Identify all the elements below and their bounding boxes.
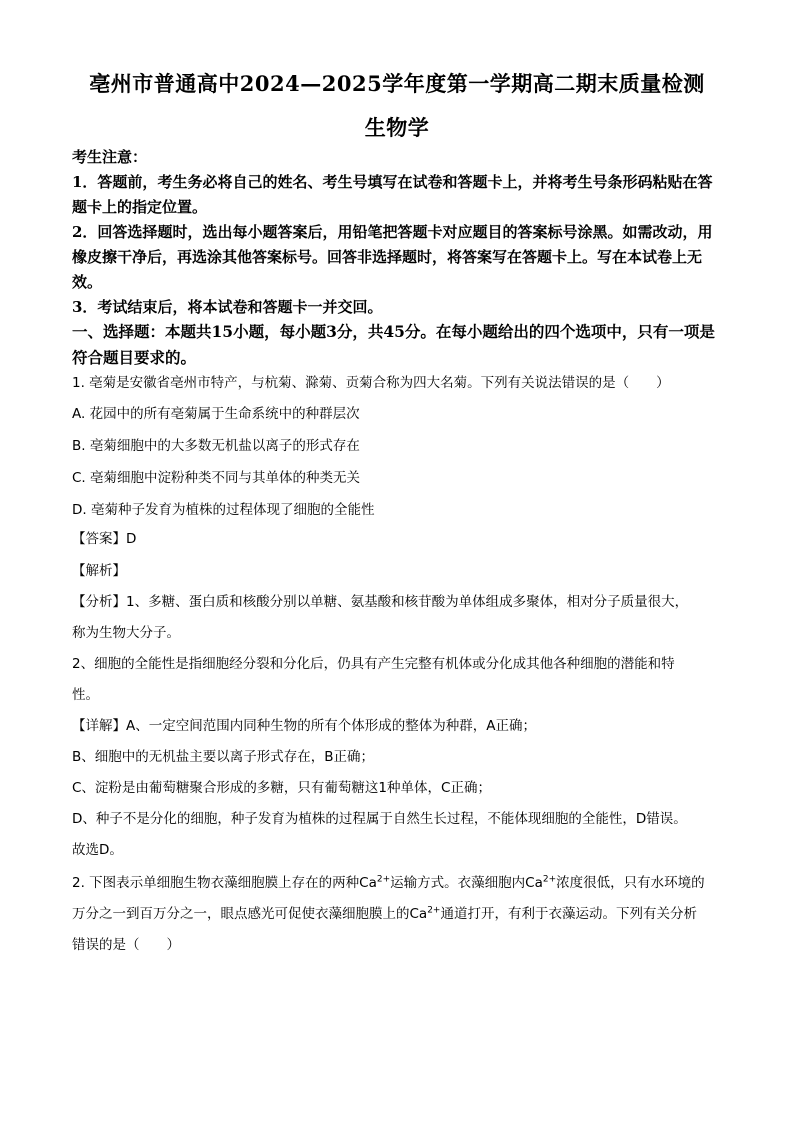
analysis-line: 性。 xyxy=(72,687,99,703)
analysis-line: D、种子不是分化的细胞，种子发育为植株的过程属于自然生长过程，不能体现细胞的全能性，D错误。 xyxy=(72,811,687,827)
option-c: C. 亳菊细胞中淀粉种类不同与其单体的种类无关 xyxy=(72,470,361,486)
option-a: A. 花园中的所有亳菊属于生命系统中的种群层次 xyxy=(72,406,360,422)
section-heading: 一、选择题：本题共15小题，每小题3分，共45分。在每小题给出的四个选项中，只有一项是符合题目要求的。 xyxy=(72,322,715,367)
question-2-line: 2. 下图表示单细胞生物衣藻细胞膜上存在的两种$Ca^{2+}$运输方式。衣藻细胞内$Ca^{2+}$浓度很低，只有水环境的 xyxy=(72,874,705,891)
answer-block xyxy=(72,523,722,587)
analysis-line: 【分析】1、多糖、蛋白质和核酸分别以单糖、氨基酸和核苷酸为单体组成多聚体，相对分子质量很大， xyxy=(72,594,689,610)
analysis-line: 称为生物大分子。 xyxy=(72,625,180,641)
analysis-text xyxy=(72,587,722,866)
analysis-line: 故选D。 xyxy=(72,842,123,858)
notice-item: 2．回答选择题时，选出每小题答案后，用铅笔把答题卡对应题目的答案标号涂黑。如需改动，用橡皮擦干净后，再选涂其他答案标号。回答非选择题时，将答案写在答题卡上。写在本试卷上无效。 xyxy=(72,223,713,291)
analysis-line: B、细胞中的无机盐主要以离子形式存在，B正确； xyxy=(72,749,375,765)
notice-item: 1．答题前，考生务必将自己的姓名、考生号填写在试卷和答题卡上，并将考生号条形码粘贴在答题卡上的指定位置。 xyxy=(72,173,713,216)
question-1-options xyxy=(72,398,722,526)
notice-item: 3．考试结束后，将本试卷和答题卡一并交回。 xyxy=(72,298,383,316)
notice-heading: 考生注意： xyxy=(72,148,148,166)
question-2-stem xyxy=(72,868,722,961)
analysis-line: 【详解】A、一定空间范围内同种生物的所有个体形成的整体为种群，A正确； xyxy=(72,718,536,734)
option-b: B. 亳菊细胞中的大多数无机盐以离子的形式存在 xyxy=(72,438,360,454)
question-1-stem: 1. 亳菊是安徽省亳州市特产，与杭菊、滁菊、贡菊合称为四大名菊。下列有关说法错误的是（ ） xyxy=(72,375,670,391)
analysis-label: 【解析】 xyxy=(72,563,126,579)
exam-subject: 生物学 xyxy=(364,115,430,140)
question-2-line: 万分之一到百万分之一，眼点感光可促使衣藻细胞膜上的$Ca^{2+}$通道打开，有利于衣藻运动。下列有关分析 xyxy=(72,905,697,922)
question-2-line: 错误的是（ ） xyxy=(72,937,180,953)
analysis-line: 2、细胞的全能性是指细胞经分裂和分化后，仍具有产生完整有机体或分化成其他各种细胞的潜能和特 xyxy=(72,656,675,672)
exam-title: 亳州市普通高中2024—2025学年度第一学期高二期末质量检测 xyxy=(89,71,705,96)
answer: 【答案】D xyxy=(72,531,137,547)
notice-list xyxy=(72,170,722,320)
option-d: D. 亳菊种子发育为植株的过程体现了细胞的全能性 xyxy=(72,502,375,518)
analysis-line: C、淀粉是由葡萄糖聚合形成的多糖，只有葡萄糖这1种单体，C正确； xyxy=(72,780,491,796)
